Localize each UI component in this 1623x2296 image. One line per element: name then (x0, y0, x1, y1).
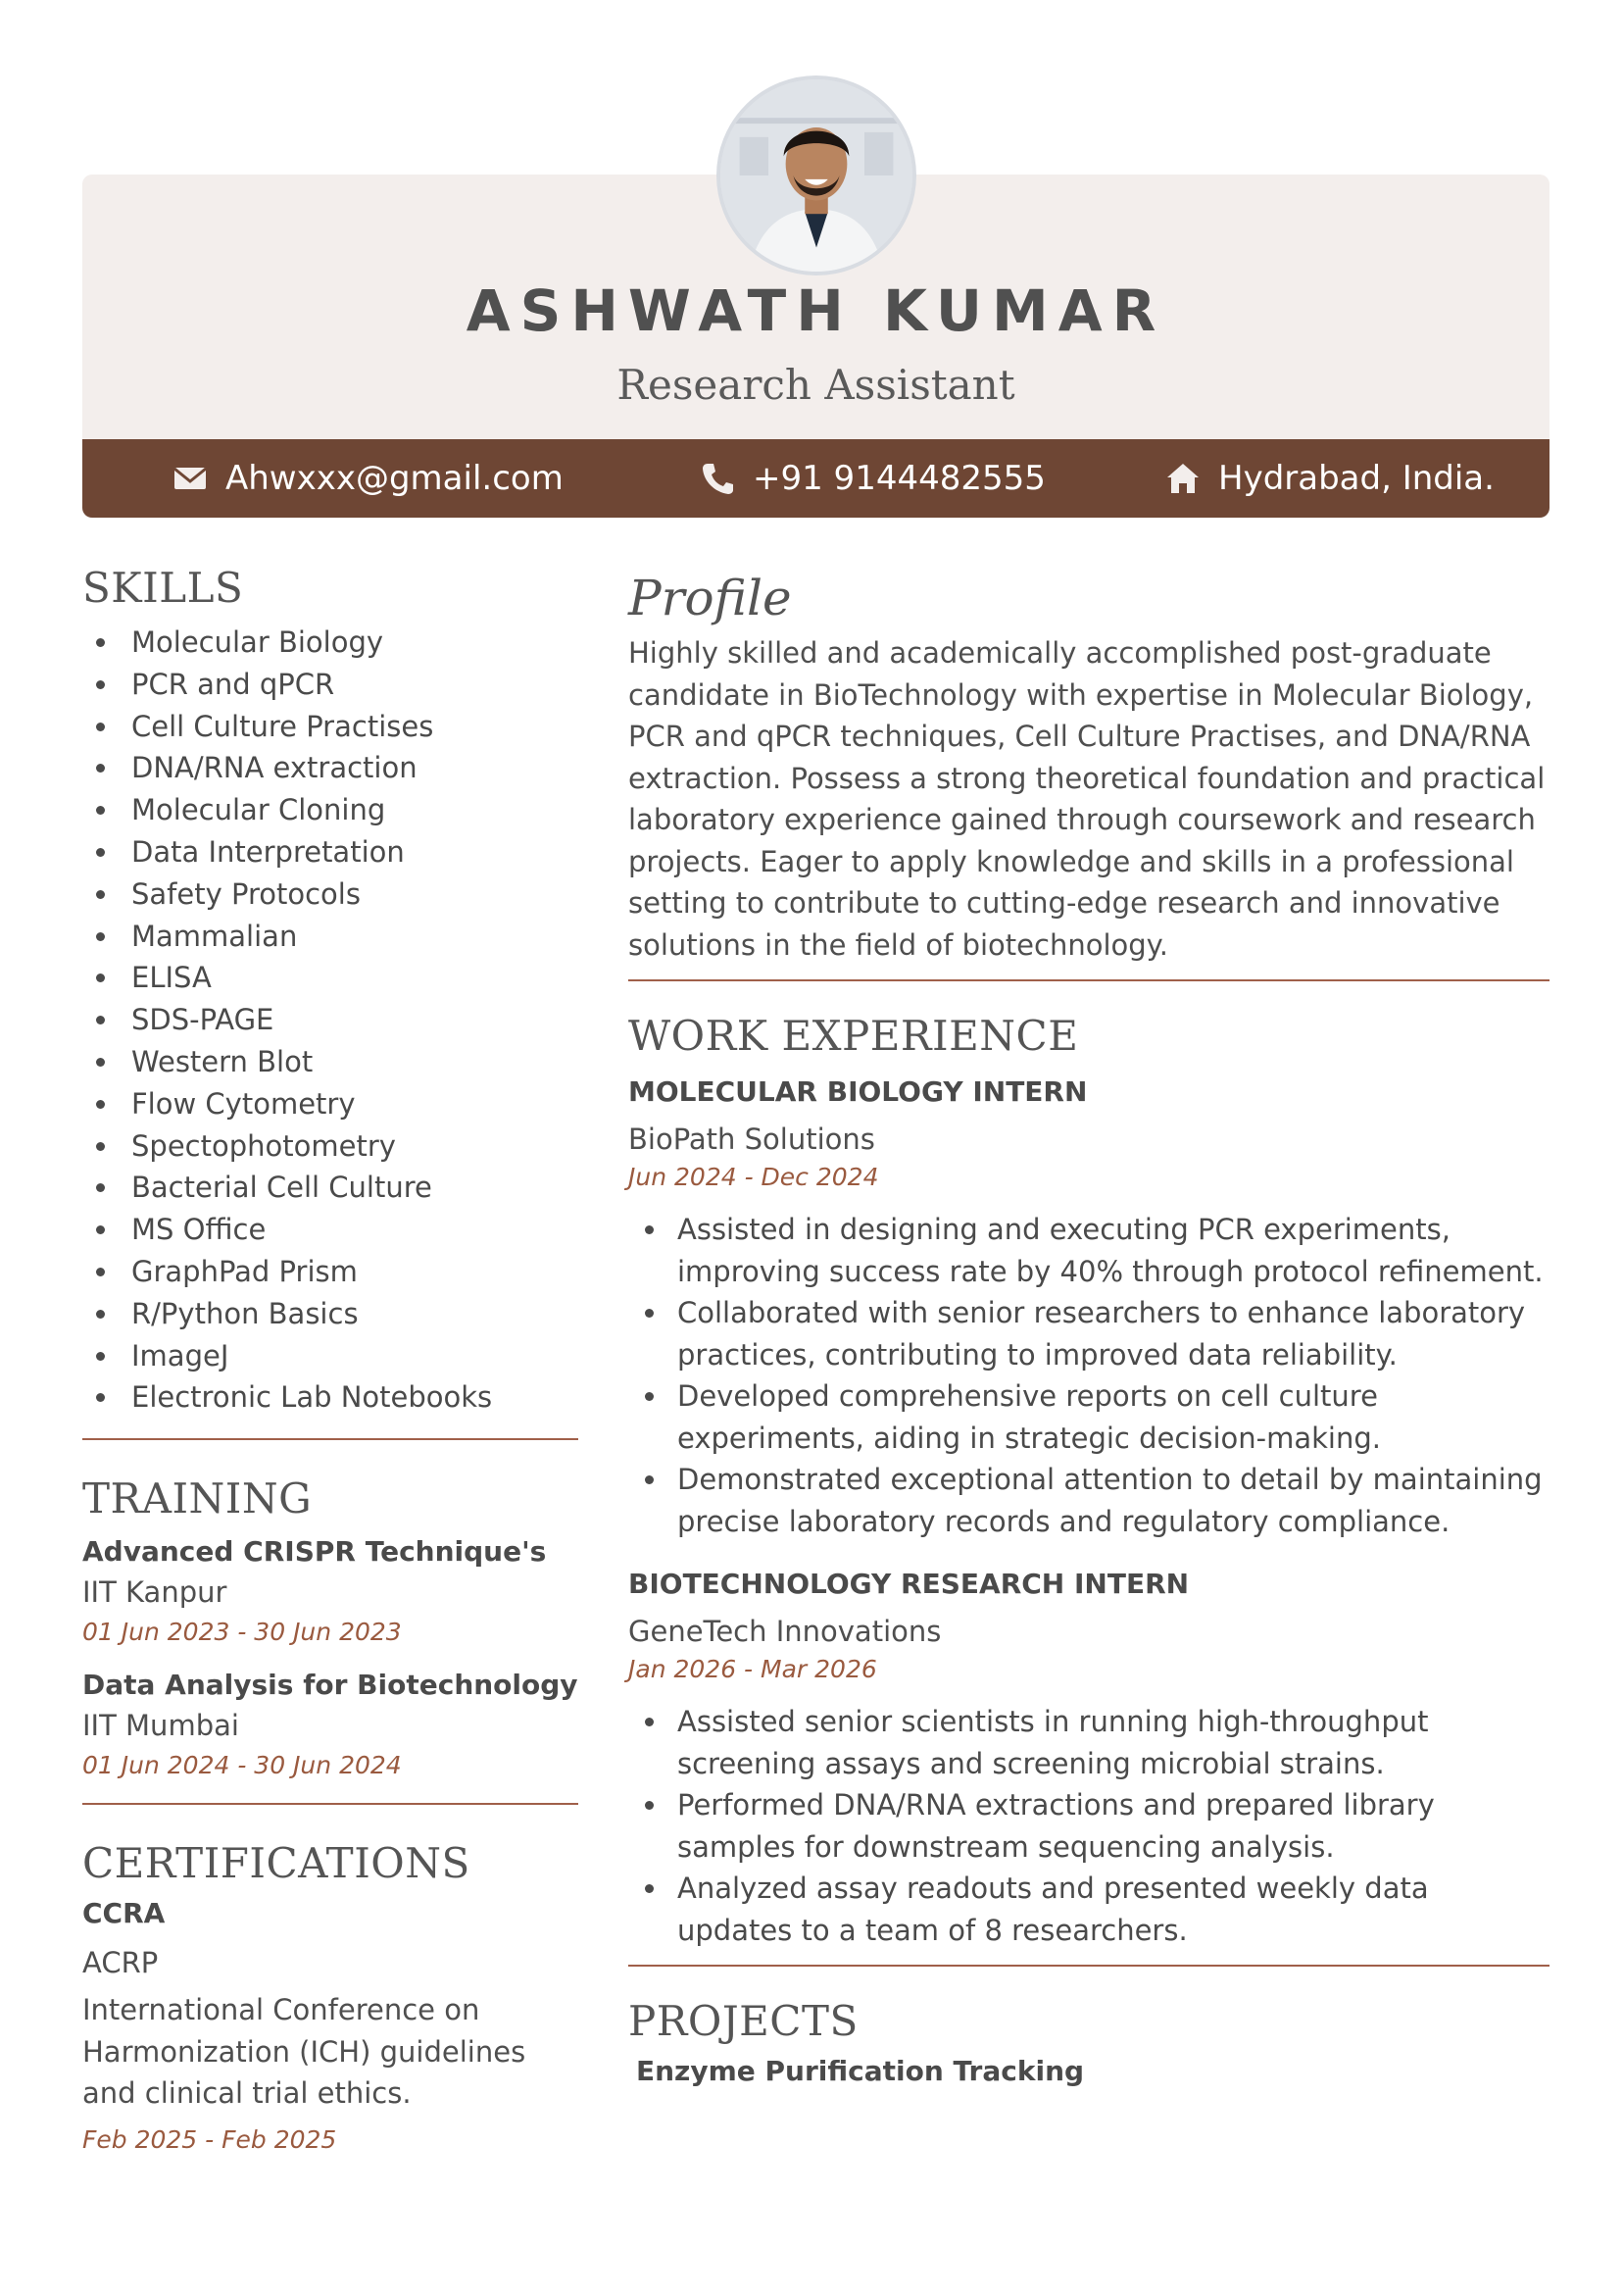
skill-item: Flow Cytometry (82, 1083, 578, 1125)
projects-title: PROJECTS (628, 1997, 859, 2045)
training-title: TRAINING (82, 1474, 313, 1523)
profile-photo (716, 75, 916, 275)
work-title: WORK EXPERIENCE (628, 1012, 1079, 1060)
skill-item: Cell Culture Practises (82, 706, 578, 748)
job-title: MOLECULAR BIOLOGY INTERN (628, 1075, 1088, 1108)
job-bullet: Collaborated with senior researchers to enhance laboratory practices, contributing to improved data reliability. (628, 1292, 1549, 1375)
profile-title: Profile (628, 570, 792, 626)
location-text: Hydrabad, India. (1218, 459, 1495, 498)
phone-text[interactable]: +91 9144482555 (753, 459, 1046, 498)
job-bullet: Demonstrated exceptional attention to detail by maintaining precise laboratory records and regulatory compliance. (628, 1459, 1549, 1542)
job-bullet: Assisted in designing and executing PCR experiments, improving success rate by 40% through protocol refinement. (628, 1209, 1549, 1292)
training-entry (82, 1532, 578, 1652)
contact-phone[interactable] (700, 439, 1046, 518)
skill-item: Electronic Lab Notebooks (82, 1376, 578, 1419)
job-entry (628, 1564, 1549, 1951)
skill-item: R/Python Basics (82, 1293, 578, 1335)
skill-item: ELISA (82, 957, 578, 999)
contact-location (1165, 439, 1495, 518)
skill-item: GraphPad Prism (82, 1251, 578, 1293)
home-icon (1165, 461, 1201, 496)
skill-item: Mammalian (82, 916, 578, 958)
work-divider (628, 1965, 1549, 1967)
job-date: Jan 2026 - Mar 2026 (628, 1655, 877, 1683)
training-date: 01 Jun 2024 - 30 Jun 2024 (82, 1751, 402, 1780)
job-bullet: Developed comprehensive reports on cell culture experiments, aiding in strategic decision-making. (628, 1375, 1549, 1459)
training-institute: IIT Kanpur (82, 1575, 227, 1610)
profile-divider (628, 979, 1549, 981)
certification-issuer: ACRP (82, 1946, 159, 1980)
contact-email[interactable] (172, 439, 564, 518)
certification-name: CCRA (82, 1897, 166, 1930)
training-date: 01 Jun 2023 - 30 Jun 2023 (82, 1618, 402, 1647)
skill-item: Molecular Biology (82, 622, 578, 664)
job-bullet: Performed DNA/RNA extractions and prepared library samples for downstream sequencing analysis. (628, 1784, 1549, 1868)
job-company: GeneTech Innovations (628, 1615, 942, 1648)
skills-divider (82, 1438, 578, 1440)
candidate-name: ASHWATH KUMAR (466, 277, 1166, 344)
certification-date: Feb 2025 - Feb 2025 (82, 2124, 337, 2154)
training-entry (82, 1666, 578, 1785)
skill-item: Data Interpretation (82, 831, 578, 873)
job-date: Jun 2024 - Dec 2024 (628, 1163, 879, 1191)
profile-summary: Highly skilled and academically accomplished post-graduate candidate in BioTechnology with expertise in Molecular Biology, PCR and qPCR techniques, Cell Culture Practises, and DNA/RNA extraction. Possess a strong theoretical foundation and practical laboratory experience gained through coursework and research projects. Eager to apply knowledge and skills in a professional setting to contribute to cutting-edge research and innovative solutions in the field of biotechnology. (628, 636, 1546, 962)
candidate-role: Research Assistant (616, 361, 1015, 409)
skill-item: SDS-PAGE (82, 999, 578, 1041)
profile-photo-image (720, 79, 912, 272)
skill-item: Bacterial Cell Culture (82, 1167, 578, 1209)
skills-title: SKILLS (82, 564, 244, 612)
job-bullet: Analyzed assay readouts and presented weekly data updates to a team of 8 researchers. (628, 1868, 1549, 1951)
project-title: Enzyme Purification Tracking (636, 2055, 1085, 2087)
training-divider (82, 1803, 578, 1805)
job-title: BIOTECHNOLOGY RESEARCH INTERN (628, 1568, 1190, 1600)
training-course: Advanced CRISPR Technique's (82, 1535, 547, 1569)
skill-item: ImageJ (82, 1335, 578, 1377)
skill-item: PCR and qPCR (82, 664, 578, 706)
contact-bar (82, 439, 1549, 518)
job-bullets (628, 1209, 1549, 1542)
job-company: BioPath Solutions (628, 1123, 875, 1156)
job-bullet: Assisted senior scientists in running high-throughput screening assays and screening microbial strains. (628, 1701, 1549, 1784)
skills-list (82, 622, 578, 1419)
training-institute: IIT Mumbai (82, 1709, 239, 1743)
left-column (82, 559, 578, 2160)
certifications-title: CERTIFICATIONS (82, 1839, 470, 1888)
job-bullets (628, 1701, 1549, 1951)
email-text[interactable]: Ahwxxx@gmail.com (225, 459, 564, 498)
skill-item: Molecular Cloning (82, 789, 578, 831)
job-entry (628, 1072, 1549, 1542)
skill-item: Spectophotometry (82, 1125, 578, 1168)
right-column (628, 564, 1549, 2092)
skill-item: MS Office (82, 1209, 578, 1251)
skill-item: Safety Protocols (82, 873, 578, 916)
envelope-icon (172, 461, 208, 496)
skill-item: DNA/RNA extraction (82, 747, 578, 789)
training-course: Data Analysis for Biotechnology (82, 1669, 578, 1702)
certification-description: International Conference on Harmonization (ICH) guidelines and clinical trial ethics. (82, 1993, 526, 2111)
skill-item: Western Blot (82, 1041, 578, 1083)
phone-icon (700, 461, 735, 496)
